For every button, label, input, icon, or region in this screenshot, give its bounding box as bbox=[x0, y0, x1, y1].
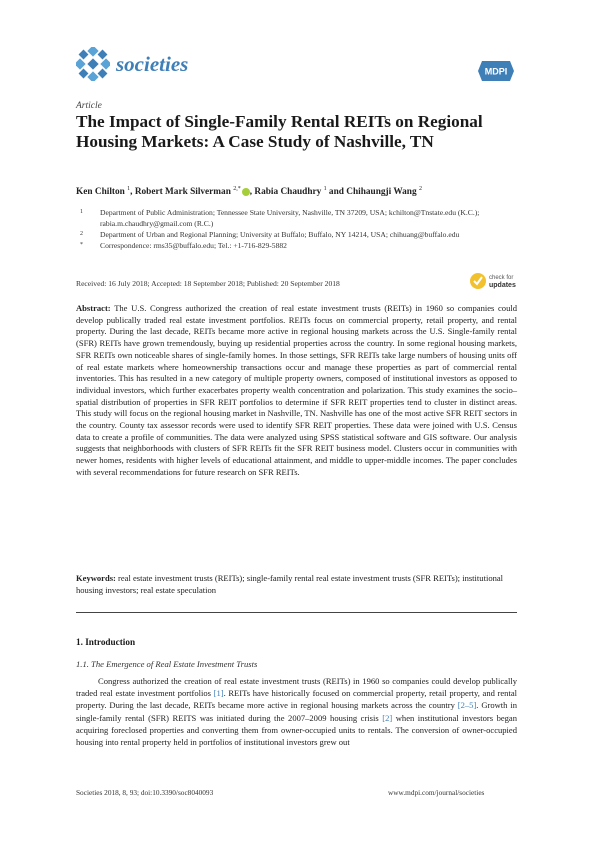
check-for-label: check for bbox=[489, 275, 514, 281]
author-name: Ken Chilton bbox=[76, 187, 125, 198]
citation-link[interactable]: [1] bbox=[213, 688, 224, 699]
keywords bbox=[76, 572, 517, 596]
affiliations bbox=[76, 207, 516, 251]
body-paragraph bbox=[76, 675, 517, 748]
body-text: when institutional investors began acquiring foreclosed properties and converting them from owner-occupied units to rentals. The conversion of owner-occupied housing into rental property held in portfolios of institutional investors grew out bbox=[76, 712, 517, 748]
subsection-title: 1.1. The Emergence of Real Estate Investment Trusts bbox=[76, 659, 258, 669]
body-text: . Growth in single-family rental (SFR) REITS was initiated during the 2007–2009 housing crisis bbox=[76, 700, 517, 723]
abstract-text: The U.S. Congress authorized the creation of real estate investment trusts (REITs) in 1960 so companies could develop publically traded real estate investment portfolios. REITs focus on commercial property, retail property, and rental property. During the last decade, REITs became more active in regional housing markets across the U.S. Single-family rental (SFR) REITs have grown tremendously, buying up residential properties across the country. In some regional housing markets, SFR REITs own noticeable shares of single-family homes. In those settings, SFR REITs take large numbers of housing units off of real estate markets where homeownership transactions occur and manage these properties as part of commercial rental inventories. This has resulted in a new category of multiple property owners, composed of institutional investors as opposed to individual investors, which further exacerbates property wealth concentration and polarization. This study examines the socio–spatial distribution of properties in SFR REIT portfolios to determine if SFR REIT properties tend to cluster in distinct areas. This study will focus on the regional housing market in Nashville, TN. Nashville has one of the most active SFR REIT sectors in the country. County tax assessor records were used to identify SFR REIT properties. These data were joined with U.S. Census data to create a profile of communities. The data were analyzed using SPSS statistical software and GIS software. Our analysis suggests that neighborhoods with clusters of SFR REITs fit the SFR REIT business model. Clusters occur in communities with newer homes, residents with higher levels of educational attainment, and middle to upper-middle incomes. The paper concludes with several recommendations for future research on SFR REITs. bbox=[76, 303, 517, 477]
mdpi-logo-text: MDPI bbox=[484, 66, 508, 77]
affiliation-item bbox=[76, 207, 516, 229]
journal-name: societies bbox=[116, 52, 189, 76]
abstract bbox=[76, 303, 517, 479]
footer-url[interactable]: www.mdpi.com/journal/societies bbox=[388, 788, 485, 797]
article-title: The Impact of Single-Family Rental REITs on Regional Housing Markets: A Case Study of Nashville, TN bbox=[76, 112, 483, 151]
updates-label: updates bbox=[489, 282, 516, 289]
author-affiliation-mark: 2 bbox=[418, 186, 422, 192]
societies-logo-icon bbox=[76, 47, 110, 81]
keywords-label: Keywords: bbox=[76, 573, 116, 583]
section-divider bbox=[76, 612, 517, 613]
author-affiliation-mark: 2,* bbox=[233, 186, 241, 192]
keywords-text: real estate investment trusts (REITs); single-family rental real estate investment trusts (SFR REITs); institutional housing investors; real estate speculation bbox=[76, 573, 504, 595]
body-text: Congress authorized the creation of real estate investment trusts (REITs) in 1960 so companies could develop publically traded real estate investment portfolios bbox=[76, 676, 517, 699]
article-type: Article bbox=[76, 101, 102, 111]
author-name: Robert Mark Silverman bbox=[134, 187, 231, 198]
orcid-icon[interactable] bbox=[242, 188, 250, 196]
footer-citation: Societies 2018, 8, 93; doi:10.3390/soc8040093 bbox=[76, 788, 214, 797]
author-affiliation-mark: 1 bbox=[127, 186, 131, 192]
affiliation-text: Department of Urban and Regional Planning; University at Buffalo; Buffalo, NY 14214, USA; chihuang@buffalo.edu bbox=[100, 230, 460, 239]
affiliation-mark: 1 bbox=[80, 209, 83, 215]
affiliation-item bbox=[76, 229, 516, 240]
publication-dates: Received: 16 July 2018; Accepted: 18 September 2018; Published: 20 September 2018 bbox=[76, 279, 340, 288]
author-list: Ken Chilton $^1$, Robert Mark Silverman $^{2,*}$ , Rabia Chaudhry $^1$ and Chihaungji Wang $^2$ bbox=[76, 186, 422, 198]
citation-link[interactable]: [2] bbox=[382, 712, 393, 723]
affiliation-mark: 2 bbox=[80, 231, 83, 237]
citation-link[interactable]: [2–5] bbox=[457, 700, 477, 711]
author-name: Rabia Chaudhry bbox=[254, 187, 322, 198]
section-title: 1. Introduction bbox=[76, 637, 136, 647]
body-text: . REITs have historically focused on commercial property, retail property, and rental property. During the last decade, REITs became more active in regional housing markets across the country bbox=[76, 688, 517, 711]
check-for-updates-icon[interactable] bbox=[469, 270, 517, 292]
author-name: Chihaungji Wang bbox=[346, 187, 417, 198]
affiliation-mark: * bbox=[80, 242, 83, 248]
abstract-label: Abstract: bbox=[76, 303, 111, 313]
author-affiliation-mark: 1 bbox=[323, 186, 327, 192]
affiliation-text: Department of Public Administration; Tennessee State University, Nashville, TN 37209, USA; kchilton@Tnstate.edu (K.C.); rabia.m.chaudhry@gmail.com (R.C.) bbox=[100, 208, 480, 228]
mdpi-logo-icon bbox=[476, 59, 516, 83]
affiliation-item bbox=[76, 240, 516, 251]
correspondence-text: Correspondence: rms35@buffalo.edu; Tel.: +1-716-829-5882 bbox=[100, 241, 287, 250]
